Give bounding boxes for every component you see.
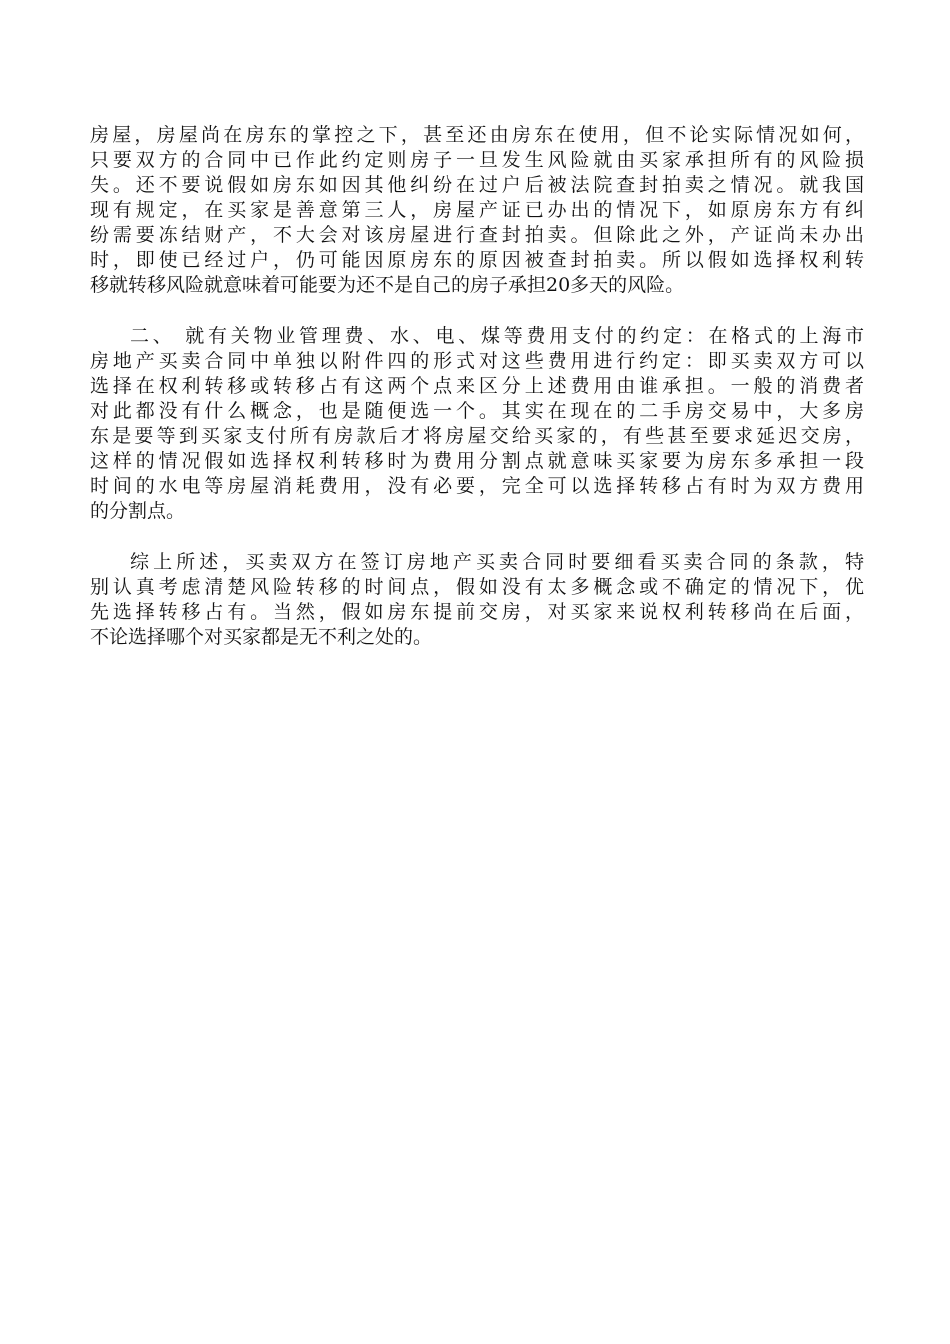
text-line: 这样的情况假如选择权利转移时为费用分割点就意味买家要为房东多承担一段 [90, 450, 864, 472]
text-line: 现有规定，在买家是善意第三人，房屋产证已办出的情况下，如原房东方有纠 [90, 199, 864, 221]
text-line: 东是要等到买家支付所有房款后才将房屋交给买家的，有些甚至要求延迟交房， [90, 425, 864, 447]
text-line: 房屋，房屋尚在房东的掌控之下，甚至还由房东在使用，但不论实际情况如何， [90, 124, 864, 146]
paragraph-conclusion [90, 550, 864, 650]
paragraph-risk-transfer [90, 123, 864, 298]
text-line: 时间的水电等房屋消耗费用，没有必要，完全可以选择转移占有时为双方费用 [90, 475, 864, 497]
text-line: 移就转移风险就意味着可能要为还不是自己的房子承担20多天的风险。 [90, 274, 685, 296]
text-line: 先选择转移占有。当然，假如房东提前交房，对买家来说权利转移尚在后面， [90, 601, 864, 623]
text-line: 不论选择哪个对买家都是无不利之处的。 [90, 626, 433, 648]
text-line: 对此都没有什么概念，也是随便选一个。其实在现在的二手房交易中，大多房 [90, 400, 864, 422]
paragraph-fees-agreement [90, 324, 864, 524]
text-line: 别认真考虑清楚风险转移的时间点，假如没有太多概念或不确定的情况下，优 [90, 576, 864, 598]
text-line: 房地产买卖合同中单独以附件四的形式对这些费用进行约定：即买卖双方可以 [90, 350, 864, 372]
text-line: 只要双方的合同中已作此约定则房子一旦发生风险就由买家承担所有的风险损 [90, 149, 864, 171]
text-line: 失。还不要说假如房东如因其他纠纷在过户后被法院查封拍卖之情况。就我国 [90, 174, 864, 196]
text-line: 时，即使已经过户，仍可能因原房东的原因被查封拍卖。所以假如选择权利转 [90, 249, 864, 271]
text-line: 纷需要冻结财产，不大会对该房屋进行查封拍卖。但除此之外，产证尚未办出 [90, 224, 864, 246]
text-line: 的分割点。 [90, 500, 186, 522]
text-line: 综上所述，买卖双方在签订房地产买卖合同时要细看买卖合同的条款，特 [130, 551, 864, 573]
text-line: 选择在权利转移或转移占有这两个点来区分上述费用由谁承担。一般的消费者 [90, 375, 864, 397]
document-body [90, 123, 864, 676]
text-line: 二、 就有关物业管理费、水、电、煤等费用支付的约定：在格式的上海市 [130, 325, 864, 347]
